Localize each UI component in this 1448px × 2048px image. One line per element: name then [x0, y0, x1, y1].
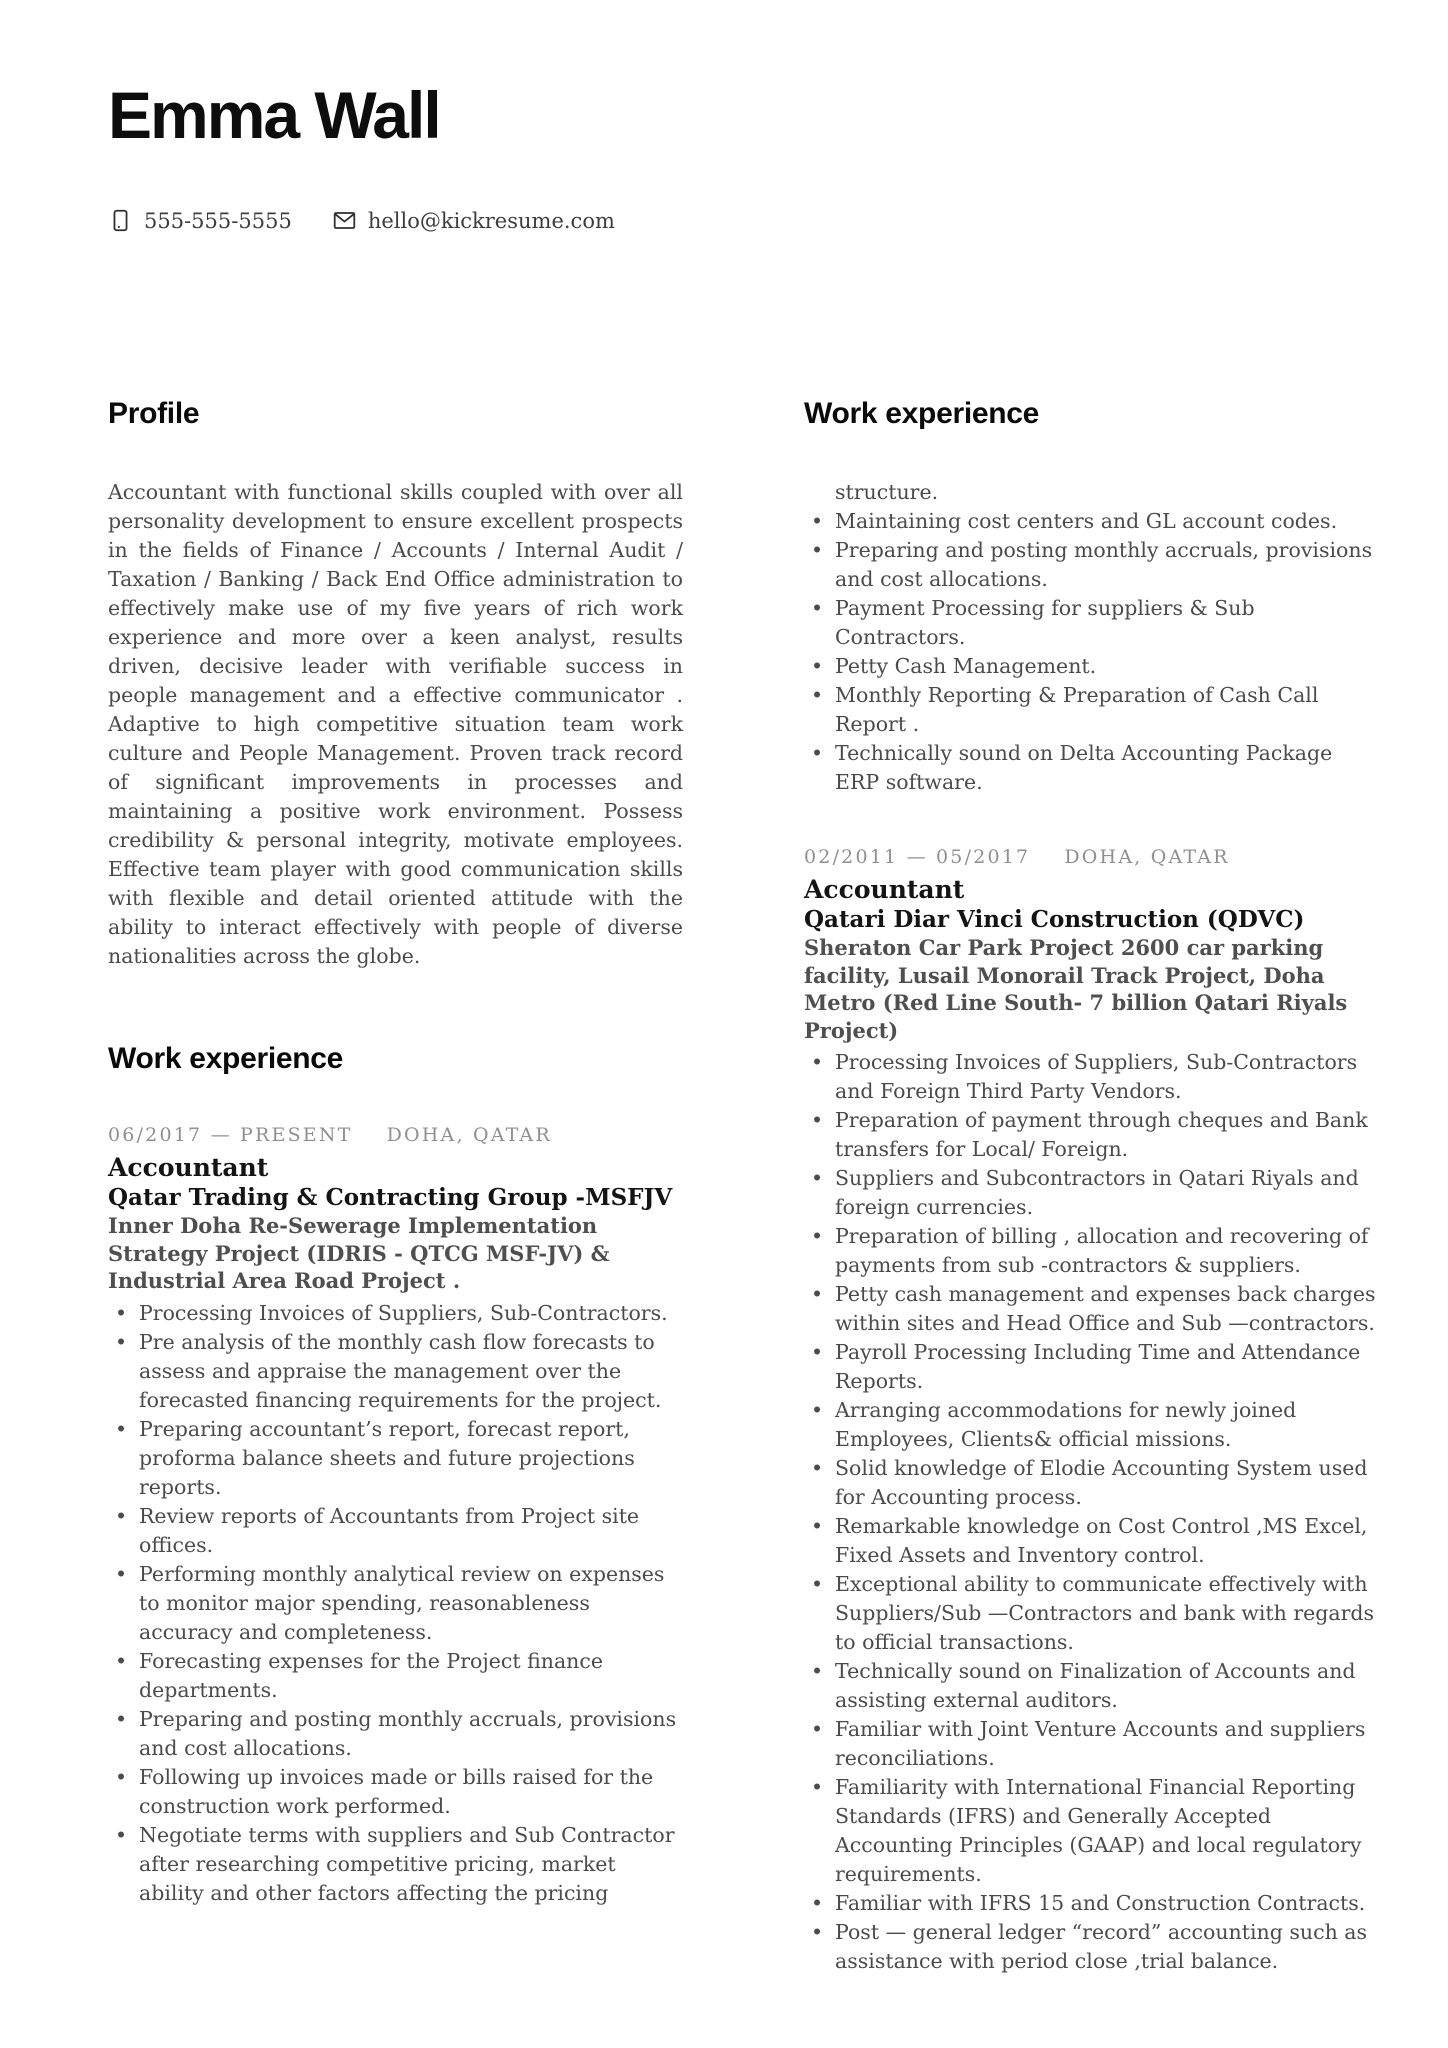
job-bullet-list — [804, 507, 1379, 797]
bullet-item: • Payment Processing for suppliers & Sub Contractors. — [804, 594, 1379, 652]
bullet-item: • Familiarity with International Financial Reporting Standards (IFRS) and Generally Accepted Accounting Principles (GAAP) and local regulatory requirements. — [804, 1773, 1379, 1889]
contact-email-text: hello@kickresume.com — [367, 208, 615, 233]
bullet-item: • Preparing and posting monthly accruals, provisions and cost allocations. — [804, 536, 1379, 594]
job-location: DOHA, QATAR — [1064, 846, 1230, 868]
phone-icon — [108, 208, 133, 233]
job-bullet-list — [108, 1299, 683, 1908]
bullet-item: • Negotiate terms with suppliers and Sub Contractor after researching competitive pricing, market ability and other factors affecting the pricing — [108, 1821, 683, 1908]
job-dates: 02/2011 — 05/2017 — [804, 846, 1031, 868]
bullet-item: • Monthly Reporting & Preparation of Cash Call Report . — [804, 681, 1379, 739]
bullet-item: • Technically sound on Finalization of Accounts and assisting external auditors. — [804, 1657, 1379, 1715]
contact-email — [332, 208, 615, 233]
job-subtitle: Inner Doha Re-Sewerage Implementation Strategy Project (IDRIS - QTCG MSF-JV) & Industrial Area Road Project . — [108, 1213, 610, 1293]
job-title: Accountant — [804, 875, 965, 904]
bullet-item: • Processing Invoices of Suppliers, Sub-Contractors and Foreign Third Party Vendors. — [804, 1048, 1379, 1106]
profile-section — [108, 396, 683, 971]
bullet-item: • Processing Invoices of Suppliers, Sub-Contractors. — [108, 1299, 683, 1328]
bullet-item: • Arranging accommodations for newly joined Employees, Clients& official missions. — [804, 1396, 1379, 1454]
bullet-item: • Solid knowledge of Elodie Accounting System used for Accounting process. — [804, 1454, 1379, 1512]
left-column — [108, 396, 683, 1976]
job-entry — [804, 845, 1379, 1976]
job-entry — [108, 1123, 683, 1908]
bullet-item: • Post — general ledger “record” accounting such as assistance with period close ,trial balance. — [804, 1918, 1379, 1976]
bullet-item: • Following up invoices made or bills raised for the construction work performed. — [108, 1763, 683, 1821]
job-meta — [108, 1123, 683, 1147]
work-heading-right: Work experience — [804, 397, 1040, 430]
bullet-item: • Maintaining cost centers and GL account codes. — [804, 507, 1379, 536]
bullet-item: • Performing monthly analytical review on expenses to monitor major spending, reasonableness accuracy and completeness. — [108, 1560, 683, 1647]
job-bullet-list — [804, 1048, 1379, 1976]
bullet-item: • Preparation of billing , allocation and recovering of payments from sub -contractors & suppliers. — [804, 1222, 1379, 1280]
job-subtitle: Sheraton Car Park Project 2600 car parking facility, Lusail Monorail Track Project, Doha Metro (Red Line South- 7 billion Qatari Riyals Project) — [804, 935, 1348, 1043]
bullet-item: • Preparing accountant’s report, forecast report, proforma balance sheets and future projections reports. — [108, 1415, 683, 1502]
bullet-item: • Suppliers and Subcontractors in Qatari Riyals and foreign currencies. — [804, 1164, 1379, 1222]
job-dates: 06/2017 — PRESENT — [108, 1124, 353, 1146]
contact-phone-text: 555-555-5555 — [144, 208, 292, 233]
bullet-item: • Petty cash management and expenses back charges within sites and Head Office and Sub —contractors. — [804, 1280, 1379, 1338]
bullet-item: • Familiar with IFRS 15 and Construction Contracts. — [804, 1889, 1379, 1918]
bullet-item: • Familiar with Joint Venture Accounts and suppliers reconciliations. — [804, 1715, 1379, 1773]
bullet-item: • Technically sound on Delta Accounting Package ERP software. — [804, 739, 1379, 797]
bullet-item: • Petty Cash Management. — [804, 652, 1379, 681]
bullet-item: • Payroll Processing Including Time and Attendance Reports. — [804, 1338, 1379, 1396]
continuation-line: structure. — [835, 480, 939, 504]
contact-phone — [108, 208, 292, 233]
profile-heading: Profile — [108, 397, 200, 430]
bullet-item: • Forecasting expenses for the Project finance departments. — [108, 1647, 683, 1705]
job-company: Qatar Trading & Contracting Group -MSFJV — [108, 1184, 673, 1211]
contact-row — [108, 208, 1381, 233]
job-meta — [804, 845, 1379, 869]
profile-text: Accountant with functional skills coupled with over all personality development to ensure excellent prospects in the fields of Finance / Accounts / Internal Audit / Taxation / Banking / Back End Office administration to effectively make use of my five years of rich work experience and more over a keen analyst, results driven, decisive leader with verifiable success in people management and a effective communicator . Adaptive to high competitive situation team work culture and People Management. Proven track record of significant improvements in processes and maintaining a positive work environment. Possess credibility & personal integrity, motivate employees. Effective team player with good communication skills with flexible and detail oriented attitude with the ability to interact effectively with people of diverse nationalities across the globe. — [108, 480, 683, 968]
bullet-item: • Preparing and posting monthly accruals, provisions and cost allocations. — [108, 1705, 683, 1763]
bullet-item: • Review reports of Accountants from Project site offices. — [108, 1502, 683, 1560]
work-heading-left: Work experience — [108, 1042, 344, 1075]
content-columns — [108, 396, 1381, 1976]
job-company: Qatari Diar Vinci Construction (QDVC) — [804, 906, 1305, 933]
bullet-item: • Remarkable knowledge on Cost Control ,MS Excel, Fixed Assets and Inventory control. — [804, 1512, 1379, 1570]
work-section-left — [108, 1041, 683, 1908]
right-column — [804, 396, 1379, 1976]
name-title: Emma Wall — [108, 78, 440, 152]
bullet-item: • Preparation of payment through cheques and Bank transfers for Local/ Foreign. — [804, 1106, 1379, 1164]
job-title: Accountant — [108, 1153, 269, 1182]
email-icon — [332, 208, 357, 233]
bullet-item: • Exceptional ability to communicate effectively with Suppliers/Sub —Contractors and bank with regards to official transactions. — [804, 1570, 1379, 1657]
job-location: DOHA, QATAR — [386, 1124, 552, 1146]
job-entry-continuation — [804, 478, 1379, 797]
work-section-right — [804, 396, 1379, 1976]
bullet-item: • Pre analysis of the monthly cash flow forecasts to assess and appraise the management over the forecasted financing requirements for the project. — [108, 1328, 683, 1415]
